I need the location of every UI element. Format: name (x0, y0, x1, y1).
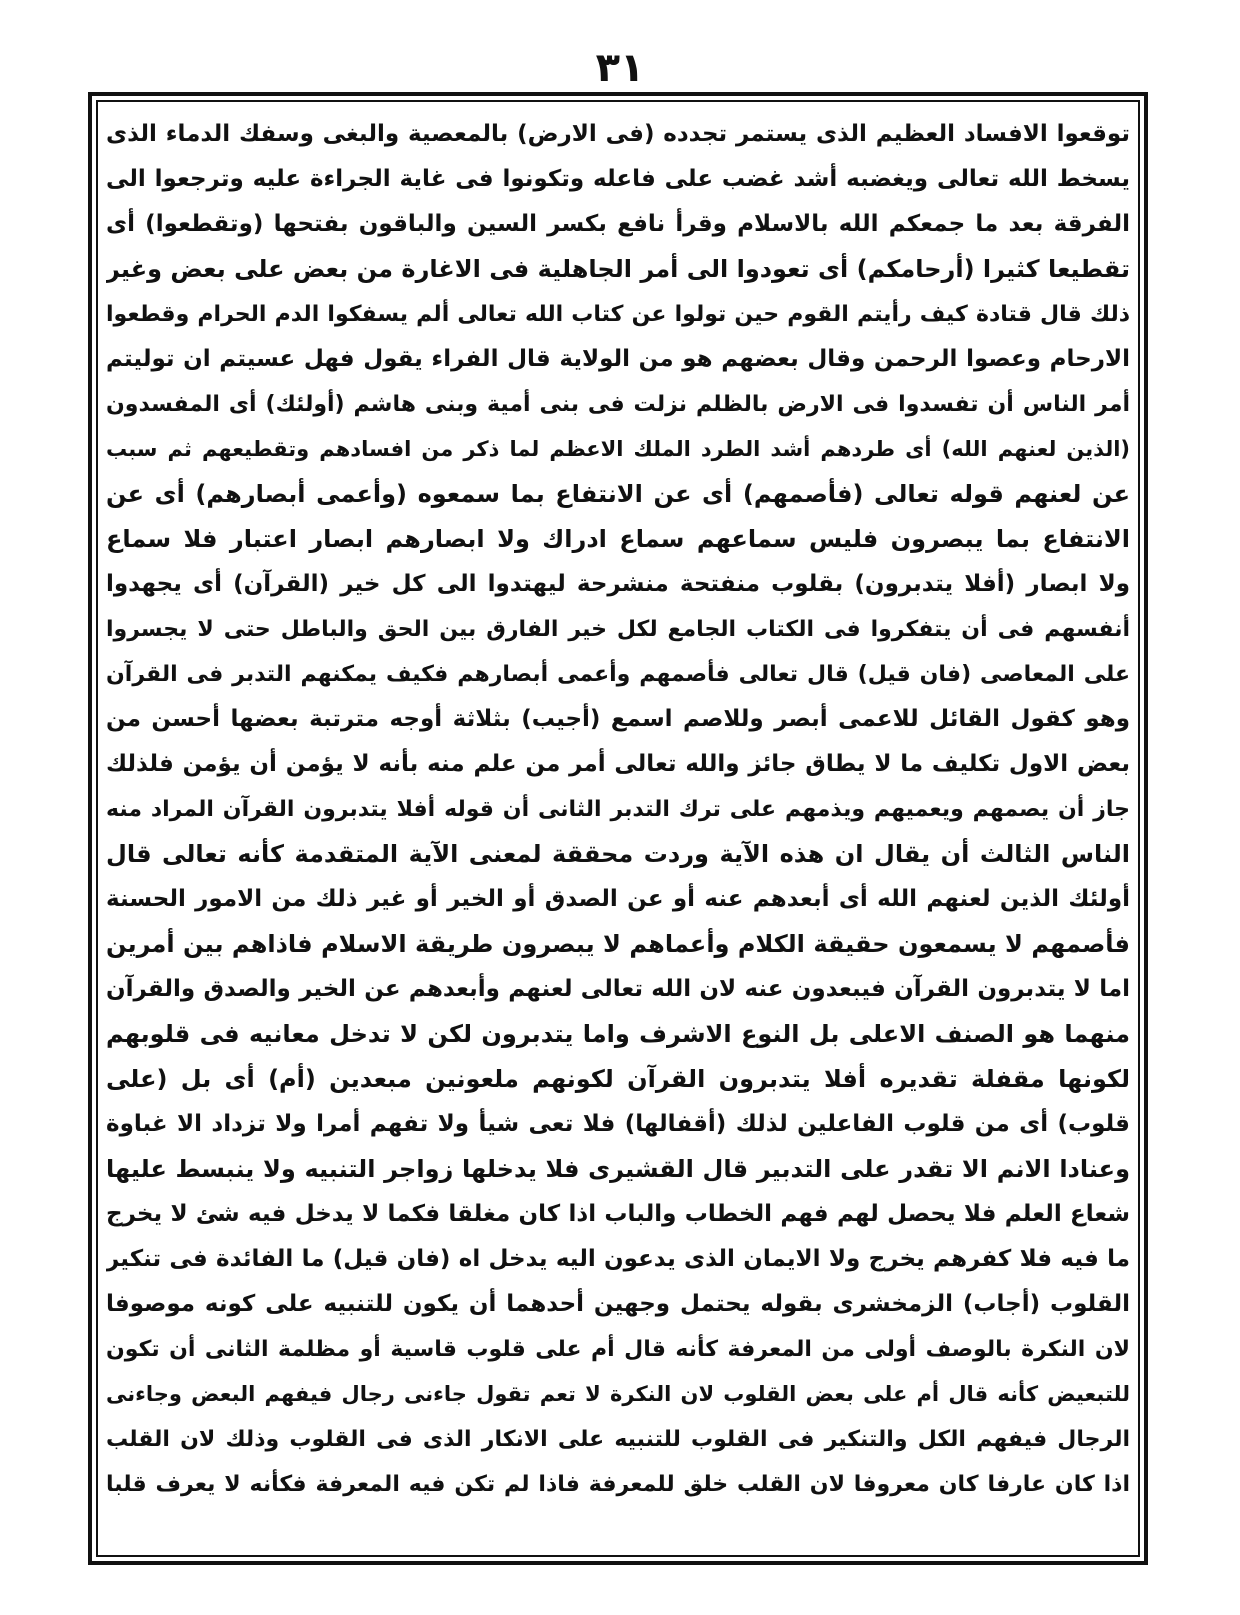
text-line: (الذين لعنهم الله) أى طردهم أشد الطرد الملك الاعظم لما ذكر من افسادهم وتقطيعهم ثم سبب (106, 437, 1130, 461)
text-line: شعاع العلم فلا يحصل لهم فهم الخطاب والباب اذا كان مغلقا فكما لا يدخل فيه شئ لا يخرج (106, 1201, 1130, 1227)
text-line: الرجال فيفهم الكل والتنكير فى القلوب للتنبيه على الانكار الذى فى القلوب وذلك لان القلب (106, 1427, 1130, 1452)
text-line: توقعوا الافساد العظيم الذى يستمر تجدده (فى الارض) بالمعصية والبغى وسفك الدماء الذى (106, 121, 1130, 147)
text-line: ولا ابصار (أفلا يتدبرون) بقلوب منفتحة منشرحة ليهتدوا الى كل خير (القرآن) أى يجهدوا (106, 571, 1130, 597)
text-line: تقطيعا كثيرا (أرحامكم) أى تعودوا الى أمر الجاهلية فى الاغارة من بعض على بعض وغير (106, 255, 1130, 283)
text-line: الناس الثالث أن يقال ان هذه الآية وردت محققة لمعنى الآية المتقدمة كأنه تعالى قال (106, 840, 1130, 868)
page-number: ٣١ (595, 45, 645, 91)
text-line: اذا كان عارفا كان معروفا لان القلب خلق للمعرفة فاذا لم تكن فيه المعرفة فكأنه لا يعرف قلبا (106, 1472, 1130, 1497)
text-line: يسخط الله تعالى ويغضبه أشد غضب على فاعله وتكونوا فى غاية الجراءة عليه وترجعوا الى (106, 166, 1130, 192)
text-line: ذلك قال قتادة كيف رأيتم القوم حين تولوا عن كتاب الله تعالى ألم يسفكوا الدم الحرام وقطعوا (106, 302, 1130, 327)
text-line: منهما هو الصنف الاعلى بل النوع الاشرف واما يتدبرون لكن لا تدخل معانيه فى قلوبهم (106, 1020, 1130, 1048)
text-line: للتبعيض كأنه قال أم على بعض القلوب لان النكرة لا تعم تقول جاءنى رجال فيفهم البعض وجاءنى (106, 1382, 1130, 1406)
text-line: أولئك الذين لعنهم الله أى أبعدهم عنه أو عن الصدق أو الخير أو غير ذلك من الامور الحسنة (106, 886, 1130, 912)
text-line: لان النكرة بالوصف أولى من المعرفة كأنه قال أم على قلوب قاسية أو مظلمة الثانى أن تكون (106, 1337, 1130, 1362)
text-line: اما لا يتدبرون القرآن فيبعدون عنه لان الله تعالى لعنهم وأبعدهم عن الخير والصدق والقرآن (106, 976, 1130, 1002)
text-line: الارحام وعصوا الرحمن وقال بعضهم هو من الولاية قال الفراء يقول فهل عسيتم ان توليتم (106, 346, 1130, 372)
text-line: وهو كقول القائل للاعمى أبصر وللاصم اسمع (أجيب) بثلاثة أوجه مترتبة بعضها أحسن من (106, 706, 1130, 732)
text-line: لكونها مقفلة تقديره أفلا يتدبرون القرآن لكونهم ملعونين مبعدين (أم) أى بل (على (106, 1065, 1130, 1093)
body-text (106, 112, 1130, 1552)
text-line: فأصمهم لا يسمعون حقيقة الكلام وأعماهم لا يبصرون طريقة الاسلام فاذاهم بين أمرين (106, 930, 1130, 958)
text-line: أمر الناس أن تفسدوا فى الارض بالظلم نزلت فى بنى أمية وبنى هاشم (أولئك) أى المفسدون (106, 392, 1130, 417)
text-line: بعض الاول تكليف ما لا يطاق جائز والله تعالى أمر من علم منه بأنه لا يؤمن أن يؤمن فلذلك (106, 751, 1130, 777)
text-line: وعنادا الانم الا تقدر على التدبير قال القشيرى فلا يدخلها زواجر التنبيه ولا ينبسط عليها (106, 1155, 1130, 1183)
text-line: الانتفاع بما يبصرون فليس سماعهم سماع ادراك ولا ابصارهم ابصار اعتبار فلا سماع (106, 525, 1130, 553)
text-line: قلوب) أى من قلوب الفاعلين لذلك (أقفالها) فلا تعى شيأ ولا تفهم أمرا ولا تزداد الا غباوة (106, 1111, 1130, 1137)
text-line: أنفسهم فى أن يتفكروا فى الكتاب الجامع لكل خير الفارق بين الحق والباطل حتى لا يجسروا (106, 617, 1130, 642)
text-line: جاز أن يصمهم ويعميهم ويذمهم على ترك التدبر الثانى أن قوله أفلا يتدبرون القرآن المراد منه (106, 797, 1130, 822)
text-line: القلوب (أجاب) الزمخشرى بقوله يحتمل وجهين أحدهما أن يكون للتنبيه على كونه موصوفا (106, 1291, 1130, 1317)
text-line: عن لعنهم قوله تعالى (فأصمهم) أى عن الانتفاع بما سمعوه (وأعمى أبصارهم) أى عن (106, 480, 1130, 508)
text-line: ما فيه فلا كفرهم يخرج ولا الايمان الذى يدعون اليه يدخل اه (فان قيل) ما الفائدة فى تنكير (106, 1246, 1130, 1272)
text-line: الفرقة بعد ما جمعكم الله بالاسلام وقرأ نافع بكسر السين والباقون بفتحها (وتقطعوا) أى (106, 211, 1130, 237)
text-line: على المعاصى (فان قيل) قال تعالى فأصمهم وأعمى أبصارهم فكيف يمكنهم التدبر فى القرآن (106, 662, 1130, 687)
